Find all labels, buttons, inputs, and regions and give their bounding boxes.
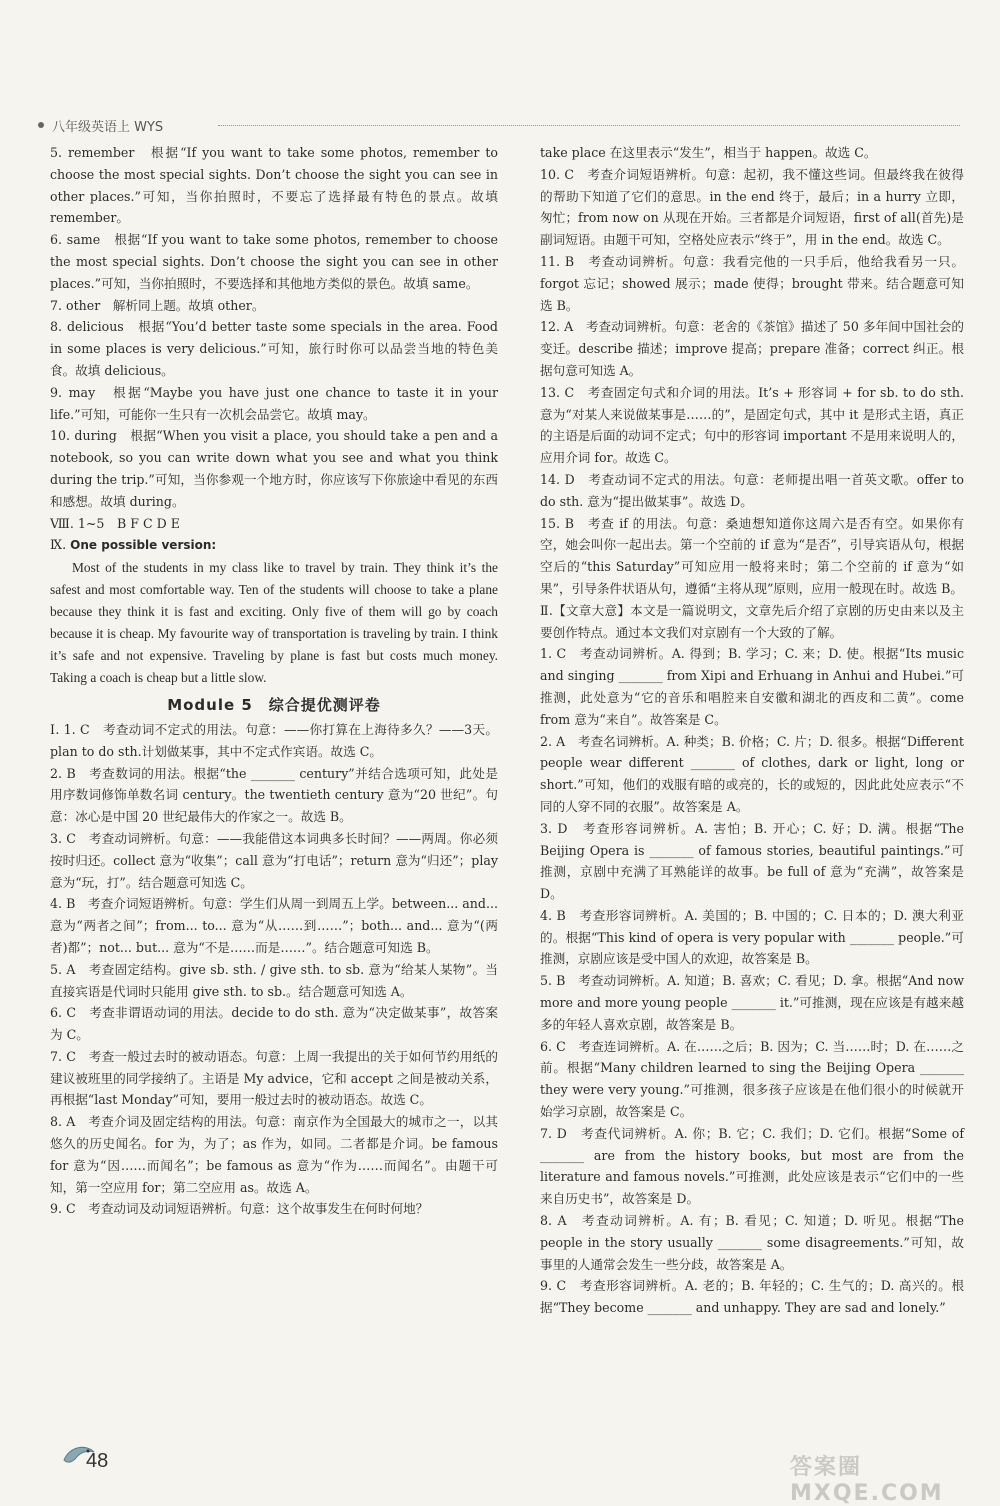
answer-item: 9. C 考查形容词辨析。A. 老的；B. 年轻的；C. 生气的；D. 高兴的。根据“They become _______ and unhappy. They are sad and lonely.” — [540, 1278, 964, 1316]
answer-item: 6. same 根据“If you want to take some photos, remember to choose the most special sights. Don’t choose the sight you can see in other places.”可知，当你拍照时，不要选择和其他地方类似的景色。故填 same。 — [50, 232, 498, 291]
answer-item: 2. A 考查名词辨析。A. 种类；B. 价格；C. 片；D. 很多。根据“Different people wear different _______ of clothes, dark or light, long or short.”可知，他们的戏服有暗的或亮的，长的或短的，因此此处应表示“不同的人穿不同的衣服”。故答案是 A。 — [540, 733, 964, 814]
answer-item: 4. B 考查介词短语辨析。句意：学生们从周一到周五上学。between... and... 意为“两者之间”；from... to... 意为“从……到……”；both... and... 意为“(两者)都”；not... but... 意为“不是……而是……”。结合题意可知选 B。 — [50, 896, 498, 955]
watermark-logo: 答案圈 MXQE.COM — [790, 1455, 944, 1506]
answer-item: 10. during 根据“When you visit a place, you should take a pen and a notebook, so you can write down what you see and what you think during the trip.”可知，当你参观一个地方时，你应该写下你旅途中看见的东西和感想。故填 during。 — [50, 428, 498, 509]
right-column — [540, 142, 964, 1319]
passage-summary: Ⅱ.【文章大意】本文是一篇说明文，文章先后介绍了京剧的历史由来以及主要创作特点。通过本文我们对京剧有一个大致的了解。 — [540, 602, 964, 640]
answer-item: 7. other 解析同上题。故填 other。 — [50, 297, 265, 313]
header-rule — [218, 125, 960, 126]
answer-item: 1. C 考查动词辨析。A. 得到；B. 学习；C. 来；D. 使。根据“Its music and singing _______ from Xipi and Erhuang in Anhui and Hubei.”可推测，此处意为“它的音乐和唱腔来自安徽和湖北的西皮和二黄”。come from 意为“来自”。故答案是 C。 — [540, 646, 964, 727]
answer-item: 9. may 根据“Maybe you have just one chance to taste it in your life.”可知，可能你一生只有一次机会品尝它。故填 may。 — [50, 384, 498, 422]
essay-heading-num: Ⅸ. — [50, 537, 67, 553]
answer-item: 4. B 考查形容词辨析。A. 美国的；B. 中国的；C. 日本的；D. 澳大利亚的。根据“This kind of opera is very popular with _______ people.”可推测，京剧应该是受中国人的欢迎，故答案是 B。 — [540, 907, 964, 967]
answer-item: 9. C 考查动词及动词短语辨析。句意：这个故事发生在何时何地？ — [50, 1201, 429, 1217]
essay-heading — [50, 534, 498, 557]
answer-item: 8. A 考查介词及固定结构的用法。句意：南京作为全国最大的城市之一，以其悠久的历史闻名。for 为，为了；as 作为，如同。二者都是介词。be famous for 意为“因……而闻名”；be famous as 意为“作为……而闻名”。由题干可知，第一空应用 for；第二空应用 as。故选 A。 — [50, 1114, 498, 1195]
answer-item: 3. C 考查动词辨析。句意：——我能借这本词典多长时间？——两周。你必须按时归还。collect 意为“收集”；call 意为“打电话”；return 意为“归还”；play 意为“玩，打”。结合题意可知选 C。 — [50, 830, 498, 890]
answer-item: 7. D 考查代词辨析。A. 你；B. 它；C. 我们；D. 它们。根据“Some of _______ are from the history books, but most are from the literature and famous novels.”可推测，此处应该是表示“它们中的一些来自历史书”，故答案是 D。 — [540, 1125, 964, 1207]
essay-text: Most of the students in my class like to travel by train. They think it’s the safest and most comfortable way. Ten of the students will choose to take a plane because they think it is fast and exciting. Only five of them will go by coach because it is cheap. My favourite way of transportation is traveling by train. I think it’s safe and not expensive. Traveling by plane is fast but costs much money. Taking a coach is cheap but a little slow. — [50, 560, 498, 686]
answer-item: 2. B 考查数词的用法。根据“the _______ century”并结合选项可知，此处是用序数词修饰单数名词 century。the twentieth century 意为“20 世纪”。句意：冰心是中国 20 世纪最伟大的作家之一。故选 B。 — [50, 765, 498, 825]
answer-item: 8. delicious 根据“You’d better taste some specials in the area. Food in some places is very delicious.”可知，旅行时你可以品尝当地的特色美食。故填 delicious。 — [50, 319, 498, 378]
left-column — [50, 142, 498, 1220]
answer-item: 7. C 考查一般过去时的被动语态。句意：上周一我提出的关于如何节约用纸的建议被班里的同学接纳了。主语是 My advice，它和 accept 之间是被动关系，再根据“last Monday”可知，要用一般过去时的被动语态。故选 C。 — [50, 1048, 498, 1108]
answer-item: 10. C 考查介词短语辨析。句意：起初，我不懂这些词。但最终我在彼得的帮助下知道了它们的意思。in the end 终于，最后；in a hurry 立即，匆忙；from now on 从现在开始。三者都是介词短语，first of all(首先)是副词短语。由题干可知，空格处应表示“终于”，用 in the end。故选 C。 — [540, 166, 964, 248]
answer-item: 6. C 考查连词辨析。A. 在……之后；B. 因为；C. 当……时；D. 在……之前。根据“Many children learned to sing the Beijing Opera _______ they were very young.”可推测，很多孩子应该是在他们很小的时候就开始学习京剧，故答案是 C。 — [540, 1038, 964, 1120]
page-number: 48 — [86, 1450, 109, 1472]
answer-item: 11. B 考查动词辨析。句意：我看完他的一只手后，他给我看另一只。forgot 忘记；showed 展示；made 使得；brought 带来。结合题意可知选 B。 — [540, 253, 964, 313]
answer-item: take place 在这里表示“发生”，相当于 happen。故选 C。 — [540, 145, 877, 160]
page-header — [38, 116, 960, 136]
answer-item: Ⅰ. 1. C 考查动词不定式的用法。句意：——你打算在上海待多久？——3天。plan to do sth.计划做某事，其中不定式作宾语。故选 C。 — [50, 721, 498, 759]
bullet-dot-icon — [38, 122, 44, 128]
answer-item: 5. remember 根据“If you want to take some photos, remember to choose the most special sights. Don’t choose the sight you can see in other places.”可知，当你拍照时，不要忘了选择最有特色的景点。故填 remember。 — [50, 145, 498, 226]
essay-section — [50, 534, 498, 689]
answer-item: 3. D 考查形容词辨析。A. 害怕；B. 开心；C. 好；D. 满。根据“The Beijing Opera is _______ of famous stories, beautiful paintings.”可推测，京剧中充满了耳熟能详的故事。be full of 意为“充满”，故答案是 D。 — [540, 820, 964, 902]
header-title: 八年级英语上 WYS — [52, 120, 164, 135]
answer-item: 5. B 考查动词辨析。A. 知道；B. 喜欢；C. 看见；D. 拿。根据“And now more and more young people _______ it.”可推测，现在应该是有越来越多的年轻人喜欢京剧，故答案是 B。 — [540, 973, 964, 1032]
answer-item: 12. A 考查动词辨析。句意：老舍的《茶馆》描述了 50 多年间中国社会的变迁。describe 描述；improve 提高；prepare 准备；correct 纠正。根据句意可知选 A。 — [540, 319, 964, 378]
answer-item: 15. B 考查 if 的用法。句意：桑迪想知道你这周六是否有空。如果你有空，她会叫你一起出去。第一个空前的 if 意为“是否”，引导宾语从句，根据空后的“this Saturday”可知应用一般将来时；第二个空前的 if 意为“如果”，引导条件状语从句，遵循“主将从现”原则，应用一般现在时。故选 B。 — [540, 515, 964, 596]
answer-item: 5. A 考查固定结构。give sb. sth. / give sth. to sb. 意为“给某人某物”。当直接宾语是代词时只能用 give sth. to sb.。结合题意可知选 A。 — [50, 961, 498, 999]
page-footer — [62, 1450, 152, 1490]
module-title: Module 5 综合提优测评卷 — [167, 696, 381, 715]
answer-item: Ⅷ. 1~5 B F C D E — [50, 515, 180, 531]
answer-item: 14. D 考查动词不定式的用法。句意：老师提出唱一首英文歌。offer to do sth. 意为“提出做某事”。故选 D。 — [540, 471, 964, 509]
answer-item: 13. C 考查固定句式和介词的用法。It’s + 形容词 + for sb. to do sth. 意为“对某人来说做某事是……的”，是固定句式，其中 it 是形式主语，真正的主语是后面的动词不定式；句中的形容词 important 不是用来说明人的，应用介词 for。故选 C。 — [540, 384, 965, 466]
answer-item: 8. A 考查动词辨析。A. 有；B. 看见；C. 知道；D. 听见。根据“The people in the story usually _______ some disagreements.”可知，故事里的人通常会发生一些分歧，故答案是 A。 — [540, 1213, 964, 1272]
answer-item: 6. C 考查非谓语动词的用法。decide to do sth. 意为“决定做某事”，故答案为 C。 — [50, 1005, 498, 1043]
essay-heading-label: One possible version: — [70, 538, 217, 553]
